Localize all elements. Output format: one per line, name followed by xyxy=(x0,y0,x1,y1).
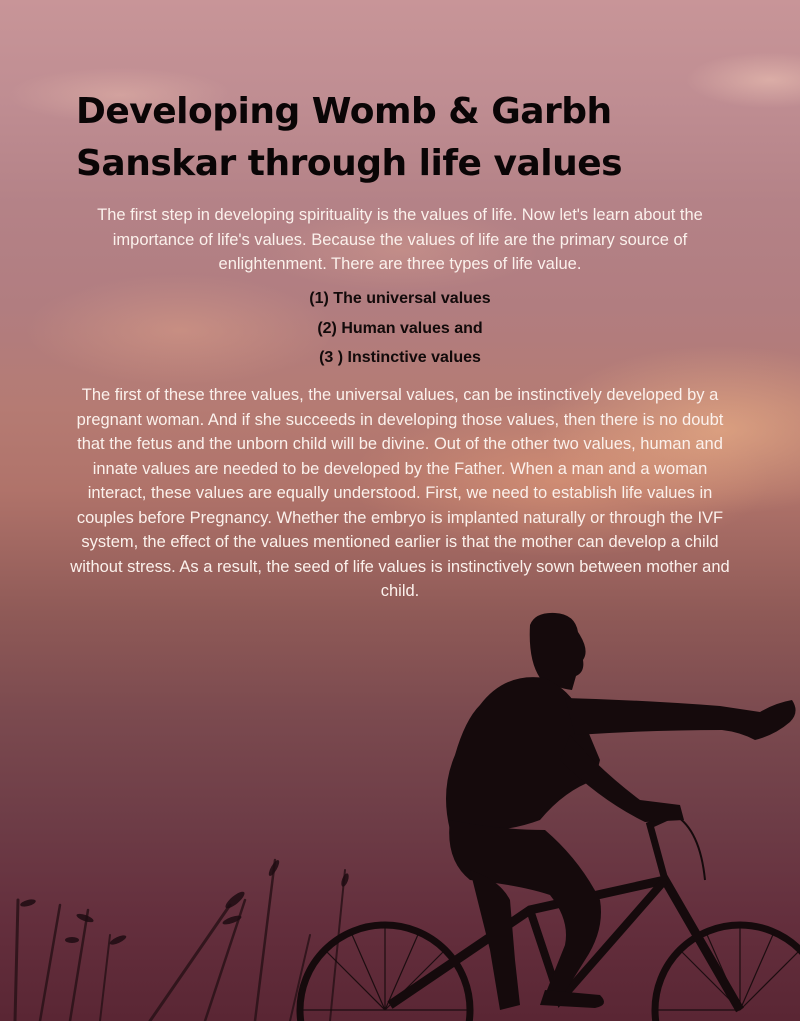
list-item-human-values: (2) Human values and xyxy=(317,319,483,337)
life-values-list xyxy=(70,284,730,373)
rider-silhouette-icon xyxy=(446,613,796,1010)
grass-seedheads-icon xyxy=(19,859,350,947)
intro-paragraph: The first step in developing spirituality is the values of life. Now let's learn about the importance of life's values. Because the values of life are the primary source of enlightenment. There are three types of life value. xyxy=(97,206,703,273)
list-item-universal-values: (1) The universal values xyxy=(309,290,491,307)
title-line-2: Sanskar through life values xyxy=(76,143,623,184)
list-item-instinctive-values: (3 ) Instinctive values xyxy=(319,349,481,366)
main-paragraph: The first of these three values, the universal values, can be instinctively developed by a pregnant woman. And if she succeeds in developing those values, then there is no doubt that the fetus and the unborn child will be divine. Out of the other two values, human and innate values are needed to be developed by the Father. When a man and a woman interact, these values are equally understood. First, we need to establish life values in couples before Pregnancy. Whether the embryo is implanted naturally or through the IVF system, the effect of the values mentioned earlier is that the mother can develop a child without stress. As a result, the seed of life values is instinctively sown between mother and child. xyxy=(70,386,730,600)
grass-silhouette-icon xyxy=(15,860,345,1021)
page-title xyxy=(76,86,622,190)
title-line-1: Developing Womb & Garbh xyxy=(76,91,612,132)
